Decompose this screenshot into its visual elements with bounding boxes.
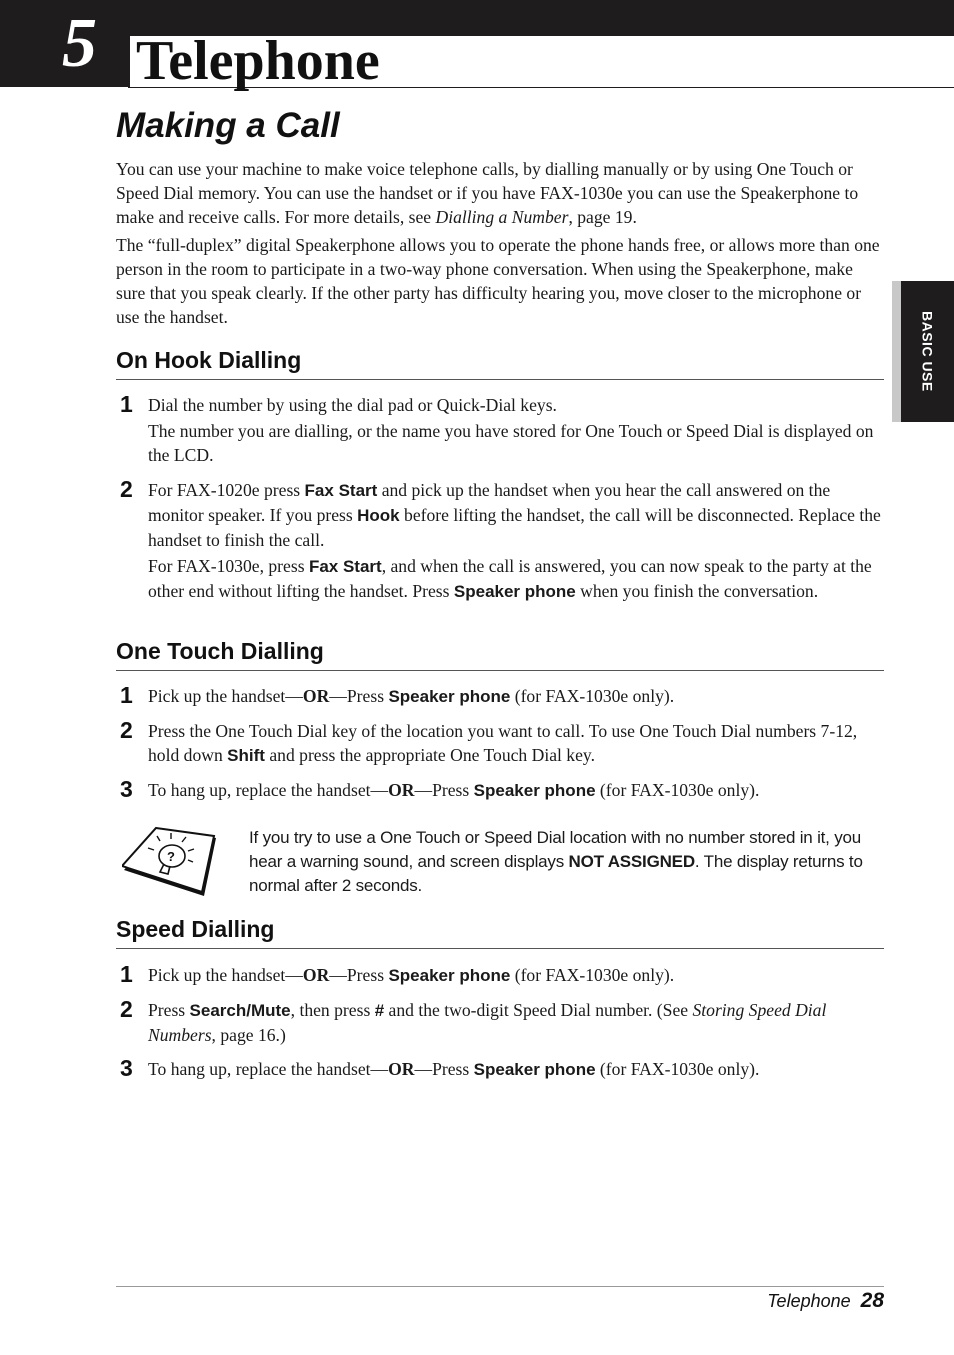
step-item — [116, 1057, 884, 1082]
step-text-run: For FAX-1020e press — [148, 480, 305, 500]
lightbulb-note-icon — [122, 826, 218, 898]
key-fax-start: Fax Start — [304, 481, 378, 500]
section-title: Making a Call — [116, 106, 340, 145]
step-number: 1 — [120, 391, 133, 417]
heading-one-touch-dialling: One Touch Dialling — [116, 636, 884, 671]
step-text-run: Press — [148, 1000, 190, 1020]
heading-speed-dialling: Speed Dialling — [116, 914, 884, 949]
step-text-run: and pick up the handset when you hear the call answered on the monitor speaker. If you press — [148, 480, 831, 525]
step-text — [148, 1057, 884, 1082]
or-text: OR — [388, 1059, 415, 1079]
note-text-run: . The display returns to normal after 2 seconds. — [249, 852, 863, 895]
side-tab-shadow — [892, 281, 901, 422]
step-item — [116, 719, 884, 768]
step-item — [116, 998, 884, 1047]
step-text — [148, 393, 884, 467]
key-speaker-phone: Speaker phone — [453, 582, 576, 601]
step-item — [116, 393, 884, 467]
step-text-run: To hang up, replace the handset— — [148, 780, 389, 800]
key-speaker-phone: Speaker phone — [388, 966, 511, 985]
key-hash: # — [374, 1001, 385, 1020]
key-speaker-phone: Speaker phone — [388, 687, 511, 706]
intro-text: You can use your machine to make voice telephone calls, by dialling manually or by using One Touch or Speed Dial memory. You can use the handset or if you have FAX-1030e you can use the Speakerphone to make and receive calls. For more details, see — [116, 159, 859, 227]
chapter-title: Telephone — [136, 30, 380, 92]
step-text-run: , then press — [290, 1000, 375, 1020]
step-text — [148, 963, 884, 988]
key-speaker-phone: Speaker phone — [473, 781, 596, 800]
step-text-run: before lifting the handset, the call will be disconnected. Replace the handset to finish the call. — [148, 505, 881, 550]
key-speaker-phone: Speaker phone — [473, 1060, 596, 1079]
side-tab-label: BASIC USE — [919, 311, 936, 392]
step-text — [148, 478, 884, 604]
page-footer — [116, 1289, 884, 1313]
step-text-run: Pick up the handset— — [148, 686, 303, 706]
intro-paragraph-2: The “full-duplex” digital Speakerphone allows you to operate the phone hands free, or allows more than one person in the room to participate in a two-way phone conversation. When using the Speakerphone, make sure that you speak clearly. If the other party has difficulty hearing you, move closer to the microphone or use the handset. — [116, 235, 880, 327]
or-text: OR — [302, 686, 330, 706]
step-text-run: (for FAX-1030e only). — [595, 780, 760, 800]
svg-text:?: ? — [167, 849, 175, 864]
chapter-title-box — [128, 30, 954, 92]
step-text-run: Press the One Touch Dial key of the location you want to call. To use One Touch Dial numbers 7-12, hold down — [148, 721, 858, 765]
step-item — [116, 778, 884, 803]
step-text-run: —Press — [414, 1059, 474, 1079]
step-line: Dial the number by using the dial pad or Quick-Dial keys. — [148, 395, 557, 415]
step-text-run: and the two-digit Speed Dial number. (See — [384, 1000, 693, 1020]
key-fax-start: Fax Start — [308, 557, 382, 576]
heading-on-hook-dialling: On Hook Dialling — [116, 345, 884, 380]
step-item — [116, 478, 884, 604]
step-line — [148, 554, 884, 604]
chapter-number: 5 — [62, 5, 97, 82]
step-text — [148, 998, 884, 1047]
step-text-run: —Press — [329, 965, 389, 985]
step-number: 1 — [120, 961, 133, 987]
step-text-run: (for FAX-1030e only). — [510, 965, 675, 985]
step-item — [116, 684, 884, 709]
side-tab — [901, 281, 954, 422]
step-text-run: —Press — [414, 780, 474, 800]
key-search-mute: Search/Mute — [189, 1001, 291, 1020]
step-line — [148, 478, 884, 552]
step-text-run: (for FAX-1030e only). — [595, 1059, 760, 1079]
step-text-run: For FAX-1030e, press — [148, 556, 309, 576]
or-text: OR — [302, 965, 330, 985]
footer-chapter-label: Telephone — [767, 1291, 851, 1311]
step-text-run: when you finish the conversation. — [575, 581, 819, 601]
note-text-run: If you try to use a One Touch or Speed Dial location with no number stored in it, you hear a warning sound, and screen displays — [249, 828, 862, 871]
step-item — [116, 963, 884, 988]
step-text — [148, 684, 884, 709]
step-number: 1 — [120, 682, 133, 708]
step-number: 3 — [120, 1055, 133, 1081]
step-text-run: , and when the call is answered, you can now speak to the party at the other end without lifting the handset. Press — [148, 556, 872, 601]
step-text — [148, 719, 884, 768]
intro-text: , page 19. — [568, 207, 637, 227]
or-text: OR — [388, 780, 415, 800]
page-number: 28 — [860, 1289, 884, 1312]
step-number: 3 — [120, 776, 133, 802]
cross-reference: Storing Speed Dial Numbers — [148, 1000, 827, 1045]
step-text — [148, 778, 884, 803]
lcd-message: NOT ASSIGNED — [568, 852, 695, 871]
key-hook: Hook — [357, 506, 400, 525]
step-number: 2 — [120, 996, 133, 1022]
key-shift: Shift — [227, 746, 265, 765]
step-text-run: , page 16.) — [211, 1025, 286, 1045]
step-text-run: —Press — [329, 686, 389, 706]
footer-rule — [116, 1286, 884, 1287]
intro-paragraph-1 — [116, 157, 884, 229]
step-text-run: To hang up, replace the handset— — [148, 1059, 389, 1079]
chapter-number-block — [0, 0, 128, 87]
step-text-run: (for FAX-1030e only). — [510, 686, 675, 706]
note-text — [249, 826, 879, 898]
step-text-run: and press the appropriate One Touch Dial key. — [264, 745, 595, 765]
step-number: 2 — [120, 476, 133, 502]
step-text-run: Pick up the handset— — [148, 965, 303, 985]
step-line: The number you are dialling, or the name you have stored for One Touch or Speed Dial is displayed on the LCD. — [148, 421, 874, 465]
cross-reference: Dialling a Number — [435, 207, 569, 227]
step-number: 2 — [120, 717, 133, 743]
